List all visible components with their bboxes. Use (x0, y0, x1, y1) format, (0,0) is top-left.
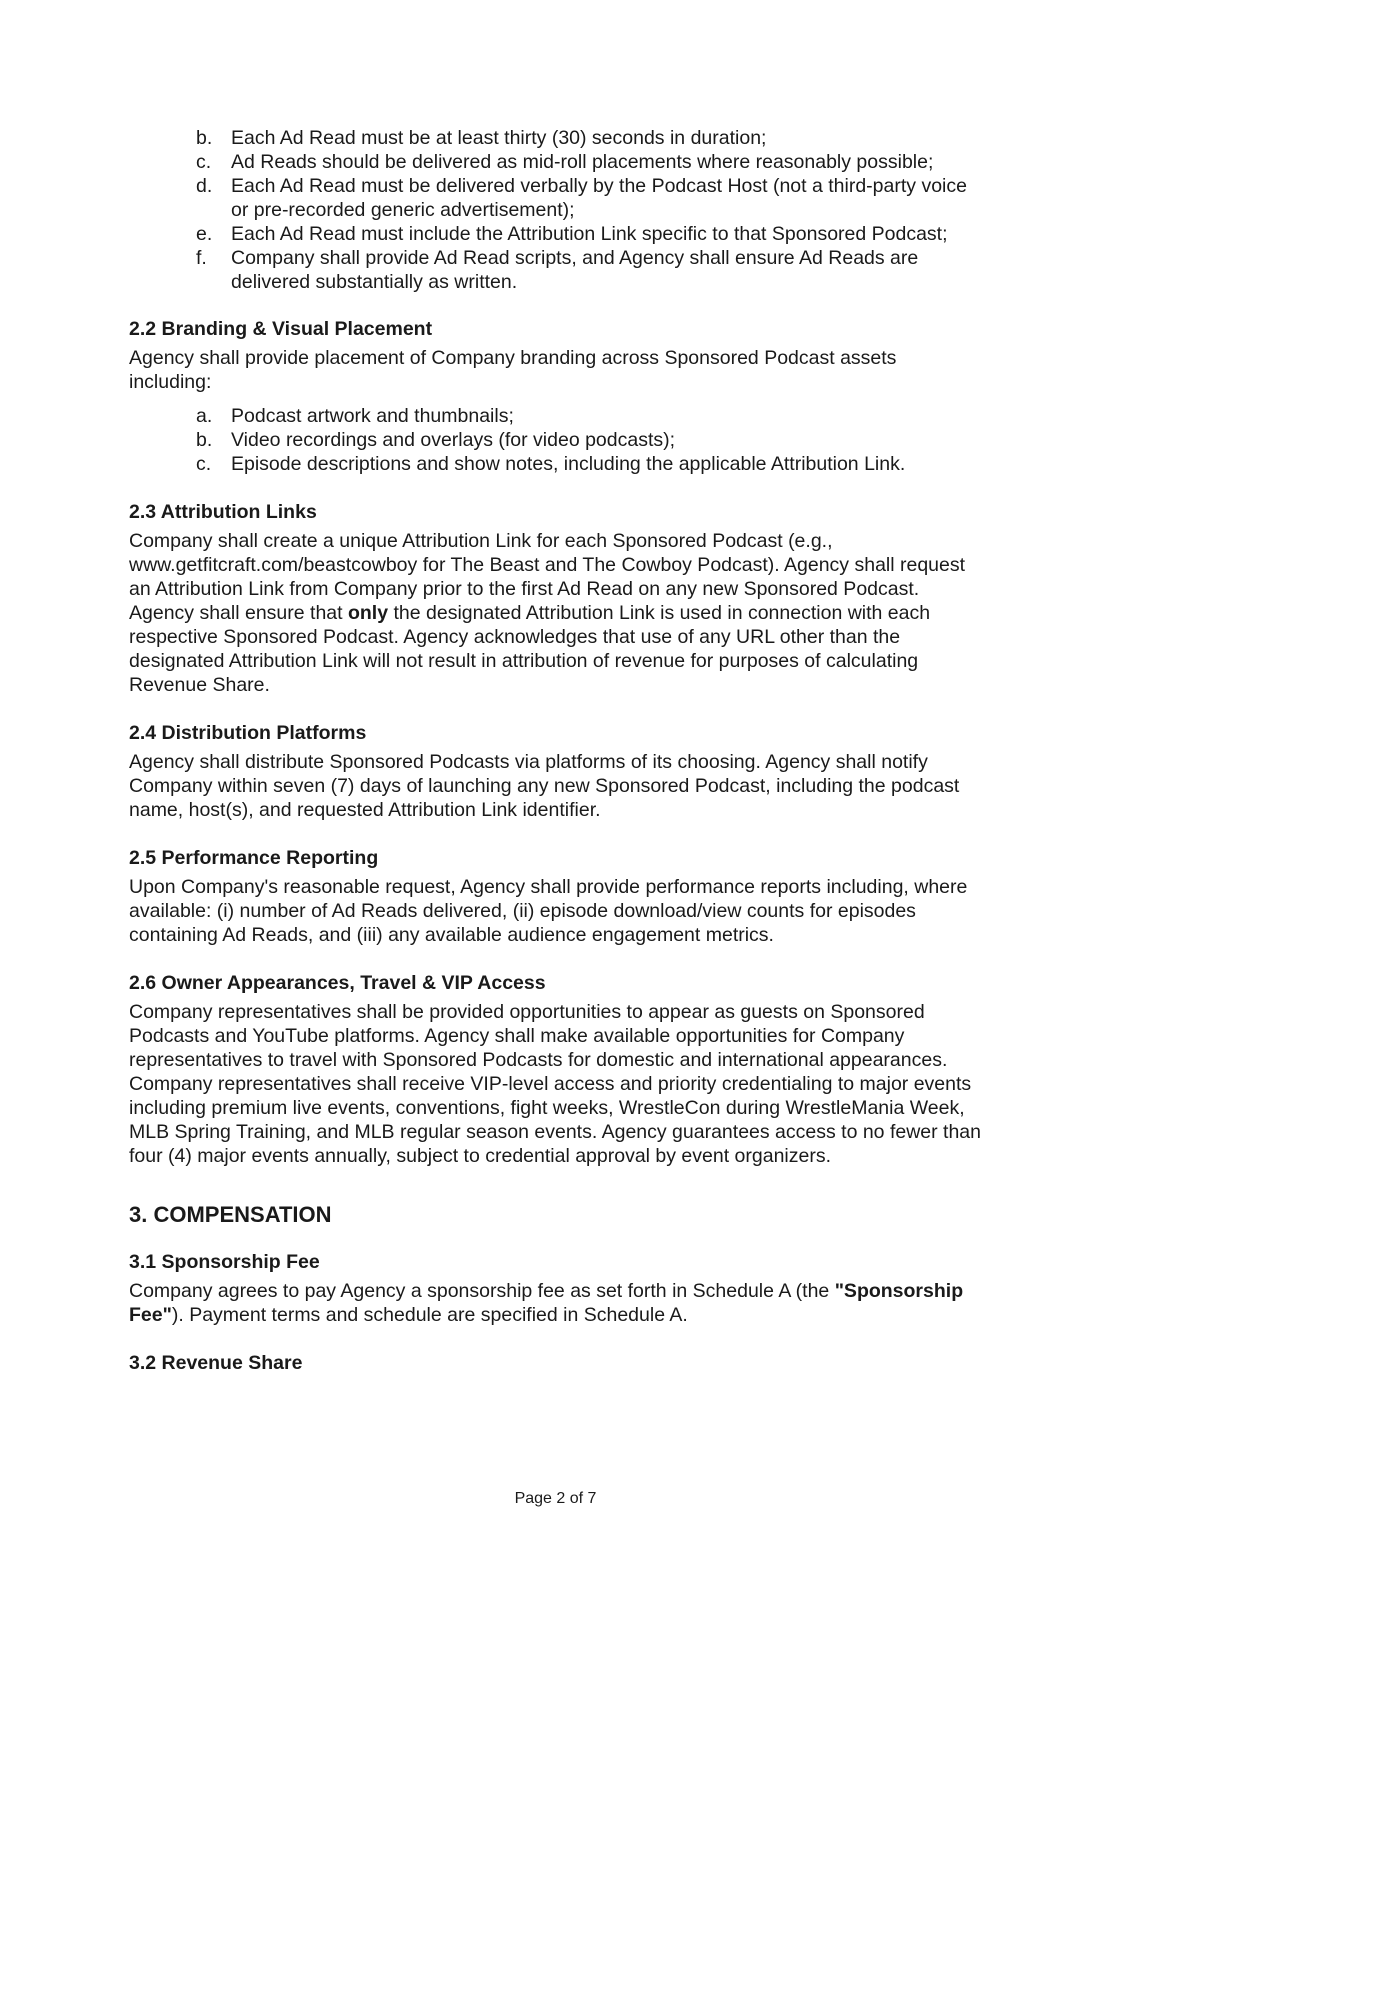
branding-assets-list (129, 404, 981, 476)
section-body (129, 1279, 981, 1327)
ad-read-requirements-list (129, 126, 981, 294)
list-item (129, 222, 981, 246)
list-item (129, 126, 981, 150)
body-text: ). Payment terms and schedule are specified in Schedule A. (171, 1304, 688, 1326)
body-text: the designated Attribution Link is used in connection with each respective Sponsored Podcast. Agency acknowledges that use of any URL other than the designated Attribution Link will not result in attribution of revenue for purposes of calculating Revenue Share. (129, 602, 931, 696)
list-item (129, 428, 981, 452)
list-item (129, 404, 981, 428)
section-3-2 (129, 1350, 981, 1376)
list-item-text: Video recordings and overlays (for video podcasts); (231, 429, 676, 451)
list-marker: e. (196, 223, 213, 245)
list-item (129, 452, 981, 476)
section-body: Upon Company's reasonable request, Agency shall provide performance reports including, where available: (i) number of Ad Reads delivered, (ii) episode download/view counts for episodes containing Ad Reads, and (iii) any available audience engagement metrics. (129, 876, 968, 946)
section-body: Company representatives shall be provided opportunities to appear as guests on Sponsored Podcasts and YouTube platforms. Agency shall make available opportunities for Company representatives to travel with Sponsored Podcasts for domestic and international appearances. Company representatives shall receive VIP-level access and priority credentialing to major events including premium live events, conventions, fight weeks, WrestleCon during WrestleMania Week, MLB Spring Training, and MLB regular season events. Agency guarantees access to no fewer than four (4) major events annually, subject to credential approval by event organizers. (129, 1001, 982, 1167)
section-2-3 (129, 499, 981, 697)
section-2-2 (129, 316, 981, 476)
list-item-text: Company shall provide Ad Read scripts, and Agency shall ensure Ad Reads are delivered substantially as written. (231, 247, 919, 293)
list-marker: d. (196, 175, 213, 197)
list-item-text: Each Ad Read must be delivered verbally by the Podcast Host (not a third-party voice or pre-recorded generic advertisement); (231, 175, 967, 221)
section-body: Agency shall distribute Sponsored Podcasts via platforms of its choosing. Agency shall notify Company within seven (7) days of launching any new Sponsored Podcast, including the podcast name, host(s), and requested Attribution Link identifier. (129, 751, 960, 821)
section-2-6 (129, 970, 981, 1168)
body-text: Company shall create a unique Attribution Link for each Sponsored Podcast (e.g., www.getfitcraft.com/beastcowboy for The Beast and The Cowboy Podcast). Agency shall request an Attribution Link from Company prior to the first Ad Read on any new Sponsored Podcast. Agency shall ensure that (129, 530, 966, 624)
section-body (129, 529, 981, 697)
page-number: Page 2 of 7 (514, 1490, 597, 1507)
section-heading: 3.2 Revenue Share (129, 1352, 303, 1374)
list-marker: c. (196, 151, 212, 173)
list-item (129, 150, 981, 174)
major-section-heading: 3. COMPENSATION (129, 1202, 332, 1227)
list-item (129, 174, 981, 222)
section-heading: 2.4 Distribution Platforms (129, 722, 367, 744)
section-body: Agency shall provide placement of Company branding across Sponsored Podcast assets including: (129, 347, 897, 393)
section-heading: 3.1 Sponsorship Fee (129, 1251, 320, 1273)
section-heading: 2.2 Branding & Visual Placement (129, 318, 433, 340)
list-item-text: Podcast artwork and thumbnails; (231, 405, 514, 427)
emphasis-text: only (347, 602, 389, 624)
list-marker: b. (196, 127, 213, 149)
list-item (129, 246, 981, 294)
list-marker: c. (196, 453, 212, 475)
list-item-text: Ad Reads should be delivered as mid-roll placements where reasonably possible; (231, 151, 934, 173)
section-heading: 2.6 Owner Appearances, Travel & VIP Access (129, 972, 546, 994)
list-marker: a. (196, 405, 213, 427)
body-text: Company agrees to pay Agency a sponsorship fee as set forth in Schedule A (the (129, 1280, 835, 1302)
list-item-text: Episode descriptions and show notes, including the applicable Attribution Link. (231, 453, 906, 475)
list-marker: f. (196, 247, 207, 269)
section-3-1 (129, 1249, 981, 1327)
section-2-4 (129, 720, 981, 822)
section-heading: 2.3 Attribution Links (129, 501, 317, 523)
list-item-text: Each Ad Read must include the Attribution Link specific to that Sponsored Podcast; (231, 223, 948, 245)
section-2-5 (129, 845, 981, 947)
section-heading: 2.5 Performance Reporting (129, 847, 379, 869)
defined-term: "Sponsorship Fee" (129, 1280, 964, 1326)
list-item-text: Each Ad Read must be at least thirty (30) seconds in duration; (231, 127, 767, 149)
list-marker: b. (196, 429, 213, 451)
